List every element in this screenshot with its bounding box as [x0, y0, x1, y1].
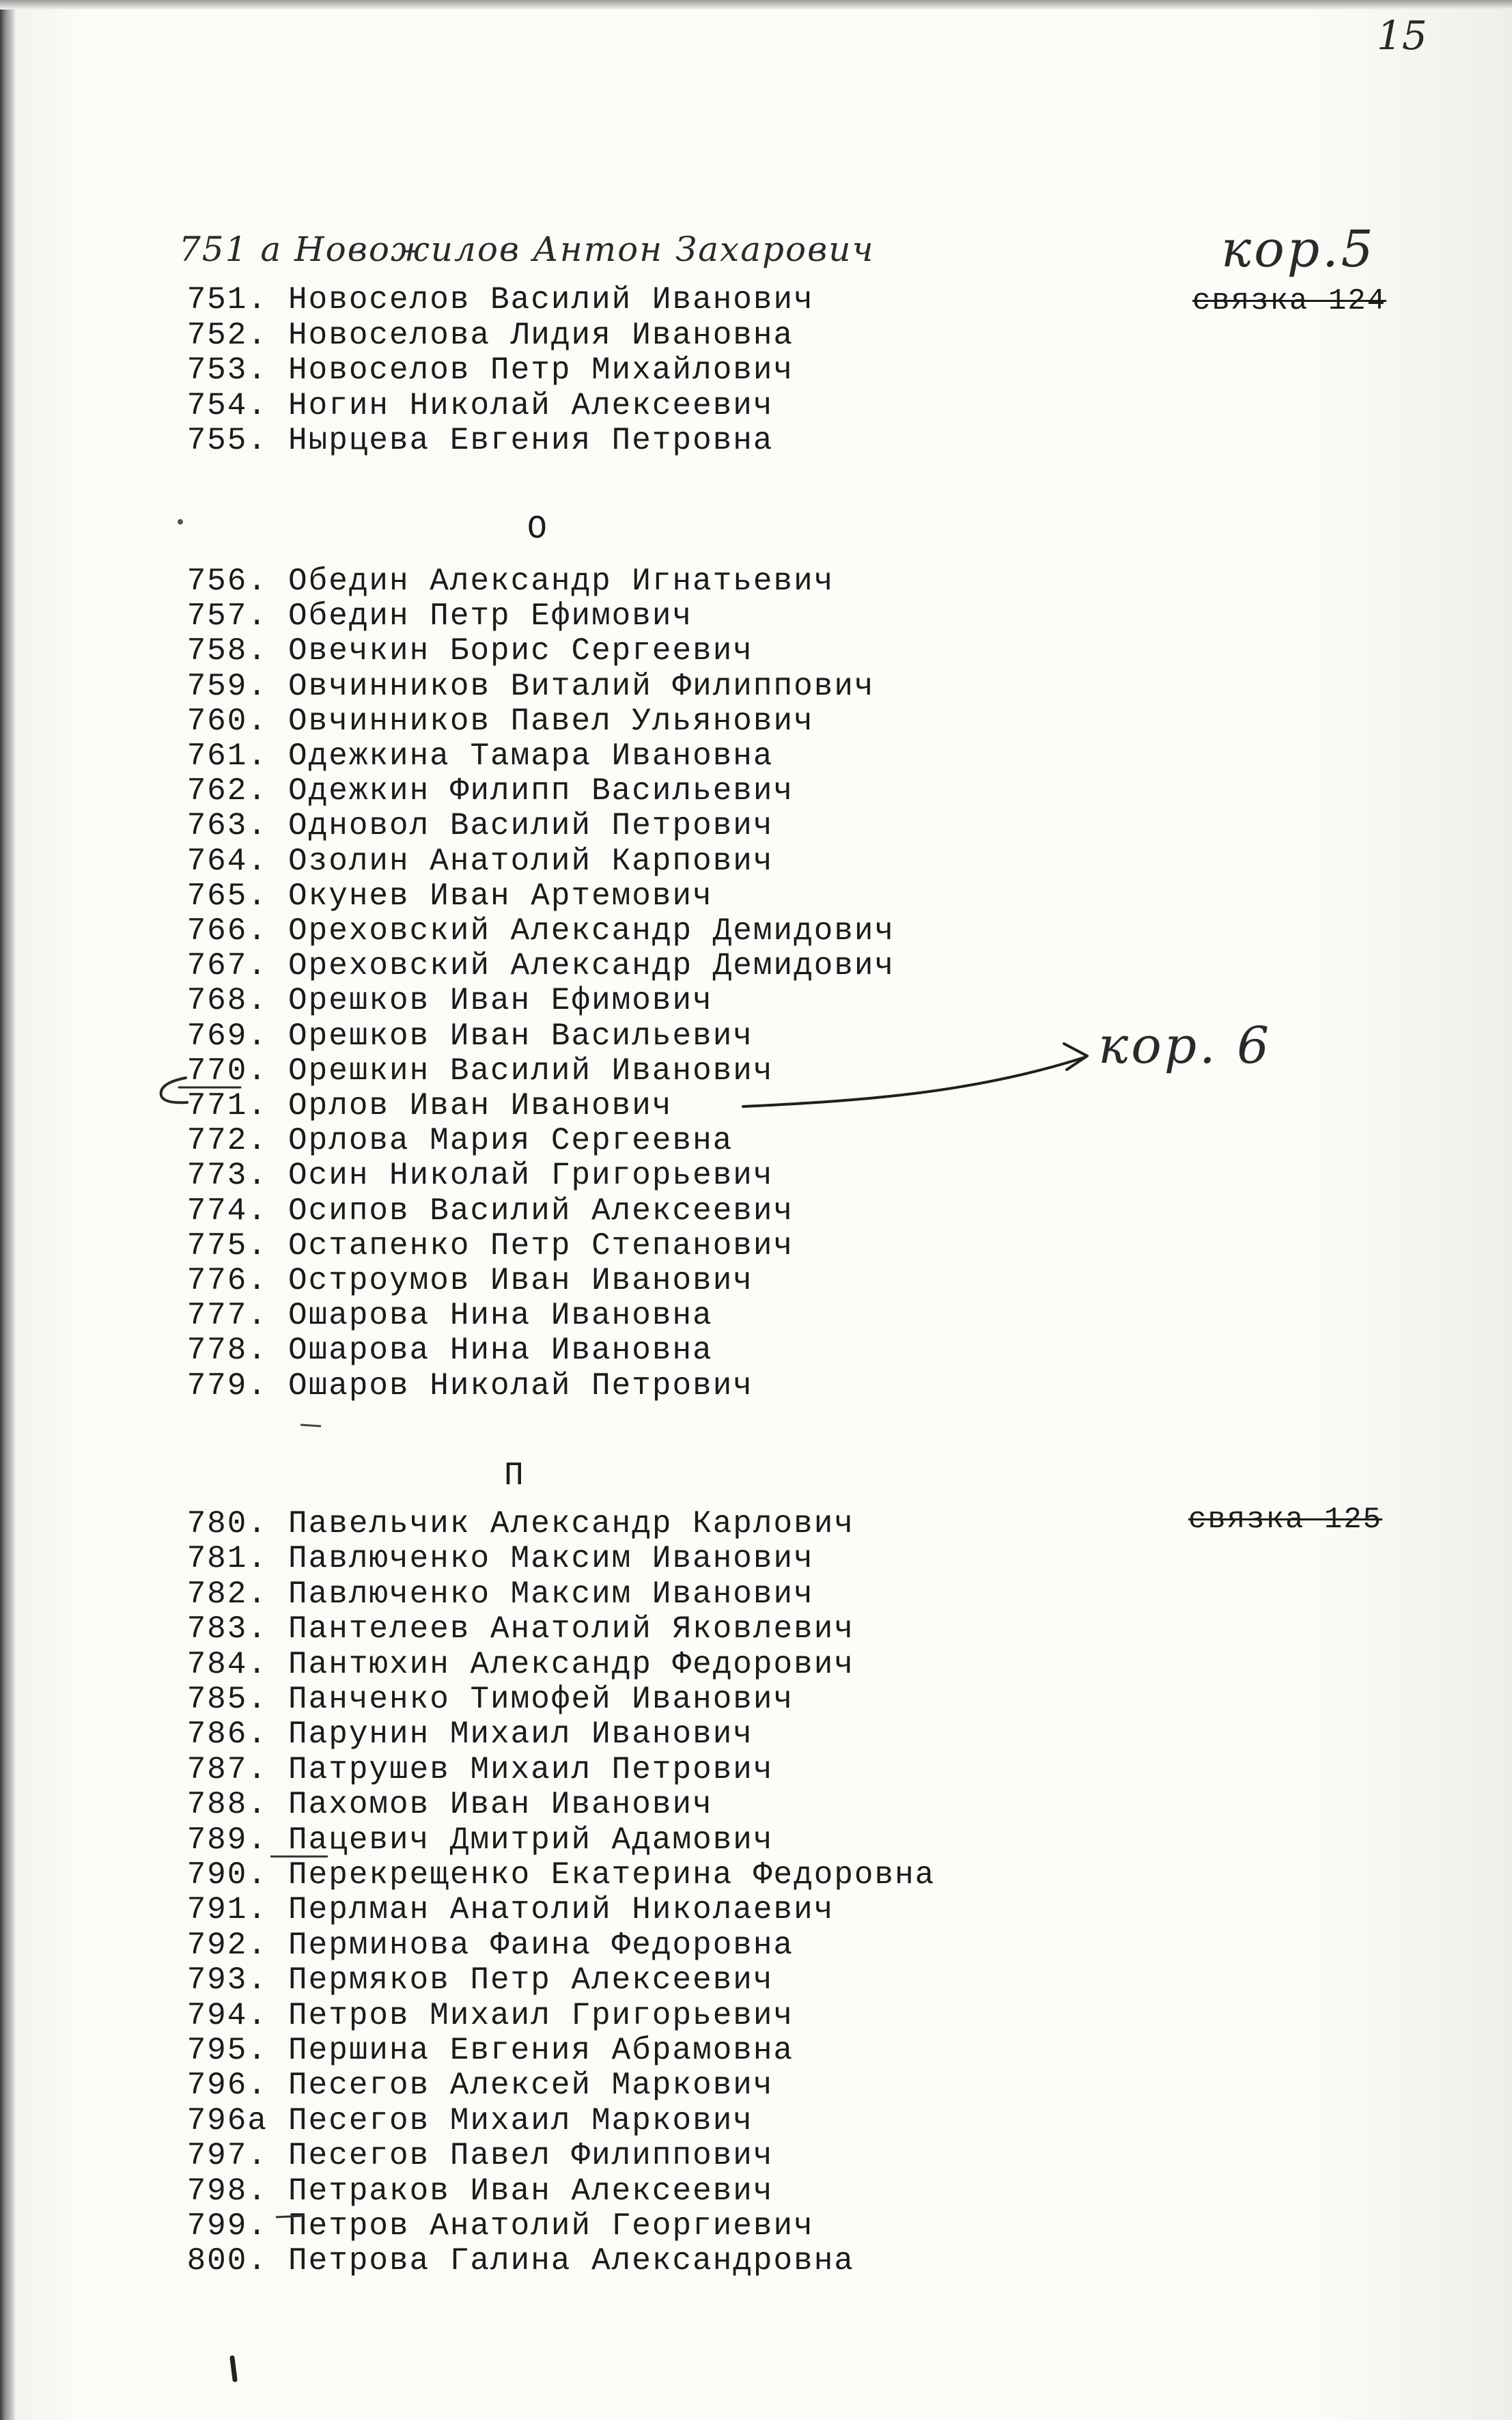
entry-number: 776.: [186, 1263, 268, 1298]
entry-number: 759.: [186, 668, 268, 704]
entry-name: Перекрещенко Екатерина Федоровна: [288, 1857, 936, 1893]
entry-number: 774.: [186, 1193, 268, 1229]
entry-name: Песегов Павел Филиппович: [288, 2138, 774, 2174]
entry-number: 799.: [186, 2208, 268, 2244]
entry-number: 763.: [186, 808, 268, 844]
entry-number: 777.: [186, 1298, 268, 1334]
entry-number: 797.: [186, 2138, 268, 2174]
stray-mark-bottom: [232, 2358, 235, 2380]
entry-name: Овчинников Виталий Филиппович: [288, 668, 875, 704]
entry-name: Павлюченко Максим Иванович: [288, 1541, 814, 1577]
entry-name: Орешков Иван Ефимович: [288, 983, 713, 1019]
page-number: 15: [1377, 12, 1427, 59]
entry-number: 788.: [186, 1787, 268, 1823]
entry-number: 755.: [186, 423, 268, 458]
entry-number: 758.: [186, 633, 268, 669]
bundle-label-125: связка 125: [1188, 1503, 1383, 1537]
entry-number: 770.: [186, 1053, 268, 1089]
entry-name: Пахомов Иван Иванович: [288, 1787, 713, 1823]
box-note-5: кор.5: [1221, 220, 1376, 279]
entry-number: 796.: [186, 2068, 268, 2104]
entry-number: 771.: [186, 1088, 268, 1124]
entry-name: Овечкин Борис Сергеевич: [288, 633, 753, 669]
stray-dot: [178, 519, 183, 525]
entry-number: 800.: [186, 2243, 268, 2279]
entry-name: Пермяков Петр Алексеевич: [288, 1962, 774, 1999]
entry-number: 783.: [186, 1611, 268, 1647]
entry-name: Ошарова Нина Ивановна: [288, 1298, 713, 1334]
entry-number: 775.: [186, 1227, 268, 1264]
entry-number: 752.: [186, 317, 268, 353]
handwritten-entry: 751 а Новожилов Антон Захарович: [179, 230, 875, 269]
entry-number: 791.: [186, 1892, 268, 1928]
entry-name: Парунин Михаил Иванович: [288, 1716, 753, 1753]
entry-name: Петрова Галина Александровна: [288, 2243, 854, 2279]
entry-number: 756.: [186, 564, 268, 599]
entry-number: 767.: [186, 948, 268, 984]
entry-name: Новоселов Василий Иванович: [288, 282, 814, 318]
entry-name: Новоселова Лидия Ивановна: [288, 317, 794, 353]
entry-name: Ореховский Александр Демидович: [288, 913, 895, 949]
entry-name: Перминова Фаина Федоровна: [288, 1927, 794, 1963]
entry-name: Новоселов Петр Михайлович: [288, 352, 794, 388]
entry-name: Патрушев Михаил Петрович: [288, 1751, 774, 1788]
entry-number: 782.: [186, 1576, 268, 1612]
entry-name: Петраков Иван Алексеевич: [288, 2173, 774, 2209]
entry-number: 762.: [186, 773, 268, 809]
entry-name: Осин Николай Григорьевич: [288, 1158, 774, 1194]
entry-name: Пацевич Дмитрий Адамович: [288, 1822, 774, 1858]
entry-name: Павлюченко Максим Иванович: [288, 1576, 814, 1612]
entry-name: Орлов Иван Иванович: [288, 1088, 673, 1124]
entry-number: 751.: [186, 282, 268, 318]
entry-number: 780.: [186, 1506, 268, 1542]
entry-name: Песегов Алексей Маркович: [288, 2068, 774, 2104]
section-letter-o: О: [527, 511, 547, 548]
entry-name: Овчинников Павел Ульянович: [288, 703, 814, 739]
entry-number: 798.: [186, 2173, 268, 2209]
entry-number: 784.: [186, 1646, 268, 1682]
bundle-label-124: связка 124: [1192, 284, 1387, 318]
arrow-line: [743, 1057, 1084, 1107]
entry-number: 764.: [186, 843, 268, 879]
arrow-head: [1064, 1044, 1087, 1070]
entry-number: 790.: [186, 1857, 268, 1893]
entry-name: Панченко Тимофей Иванович: [288, 1682, 794, 1717]
entry-name: Орлова Мария Сергеевна: [288, 1123, 733, 1159]
entry-name: Пантелеев Анатолий Яковлевич: [288, 1611, 854, 1647]
entry-number: 792.: [186, 1927, 268, 1963]
entry-number: 753.: [186, 352, 268, 388]
entry-number: 772.: [186, 1123, 268, 1159]
entry-number: 779.: [186, 1367, 268, 1404]
entry-name: Ореховский Александр Демидович: [288, 948, 895, 984]
entry-number: 795.: [186, 2033, 268, 2068]
entry-name: Обедин Александр Игнатьевич: [288, 564, 835, 599]
entry-name: Остроумов Иван Иванович: [288, 1263, 753, 1298]
entry-name: Одновол Василий Петрович: [288, 808, 774, 844]
mark-799: [276, 2216, 303, 2217]
entry-name: Павельчик Александр Карлович: [288, 1506, 854, 1542]
entry-number: 768.: [186, 983, 268, 1019]
entry-number: 785.: [186, 1682, 268, 1717]
stray-dash: [300, 1425, 321, 1426]
entry-number: 765.: [186, 878, 268, 914]
entry-name: Осипов Василий Алексеевич: [288, 1193, 794, 1229]
entry-number: 760.: [186, 703, 268, 739]
entry-name: Ногин Николай Алексеевич: [288, 387, 774, 423]
entry-number: 787.: [186, 1751, 268, 1788]
entry-name: Ошарова Нина Ивановна: [288, 1333, 713, 1369]
entry-name: Першина Евгения Абрамовна: [288, 2033, 794, 2068]
entry-name: Песегов Михаил Маркович: [288, 2102, 753, 2139]
entry-name: Одежкин Филипп Васильевич: [288, 773, 794, 809]
entry-name: Остапенко Петр Степанович: [288, 1227, 794, 1264]
bracket-mark-770: [161, 1078, 187, 1102]
box-note-6: кор. 6: [1098, 1016, 1272, 1075]
entry-number: 769.: [186, 1018, 268, 1054]
entry-name: Озолин Анатолий Карпович: [288, 843, 774, 879]
entry-number: 789.: [186, 1822, 268, 1858]
entry-name: Одежкина Тамара Ивановна: [288, 738, 774, 774]
entry-number: 778.: [186, 1333, 268, 1369]
entry-name: Ныpцева Евгения Петровна: [288, 423, 774, 458]
entry-number: 781.: [186, 1541, 268, 1577]
entry-name: Орешкин Василий Иванович: [288, 1053, 774, 1089]
entry-number: 773.: [186, 1158, 268, 1194]
entry-number: 761.: [186, 738, 268, 774]
entry-number: 754.: [186, 387, 268, 423]
entry-name: Ошаров Николай Петрович: [288, 1367, 753, 1404]
entry-number: 793.: [186, 1962, 268, 1999]
entry-number: 766.: [186, 913, 268, 949]
entry-name: Пантюхин Александр Федорович: [288, 1646, 854, 1682]
entry-name: Петров Михаил Григорьевич: [288, 1997, 794, 2033]
section-letter-p: П: [504, 1458, 524, 1494]
entry-name: Орешков Иван Васильевич: [288, 1018, 753, 1054]
entry-name: Обедин Петр Ефимович: [288, 598, 693, 635]
entry-number: 794.: [186, 1997, 268, 2033]
entry-name: Окунев Иван Артемович: [288, 878, 713, 914]
entry-number: 757.: [186, 598, 268, 635]
entry-name: Перлман Анатолий Николаевич: [288, 1892, 835, 1928]
entry-name: Петров Анатолий Георгиевич: [288, 2208, 814, 2244]
entry-number: 786.: [186, 1716, 268, 1753]
entry-number: 796а: [186, 2102, 268, 2139]
